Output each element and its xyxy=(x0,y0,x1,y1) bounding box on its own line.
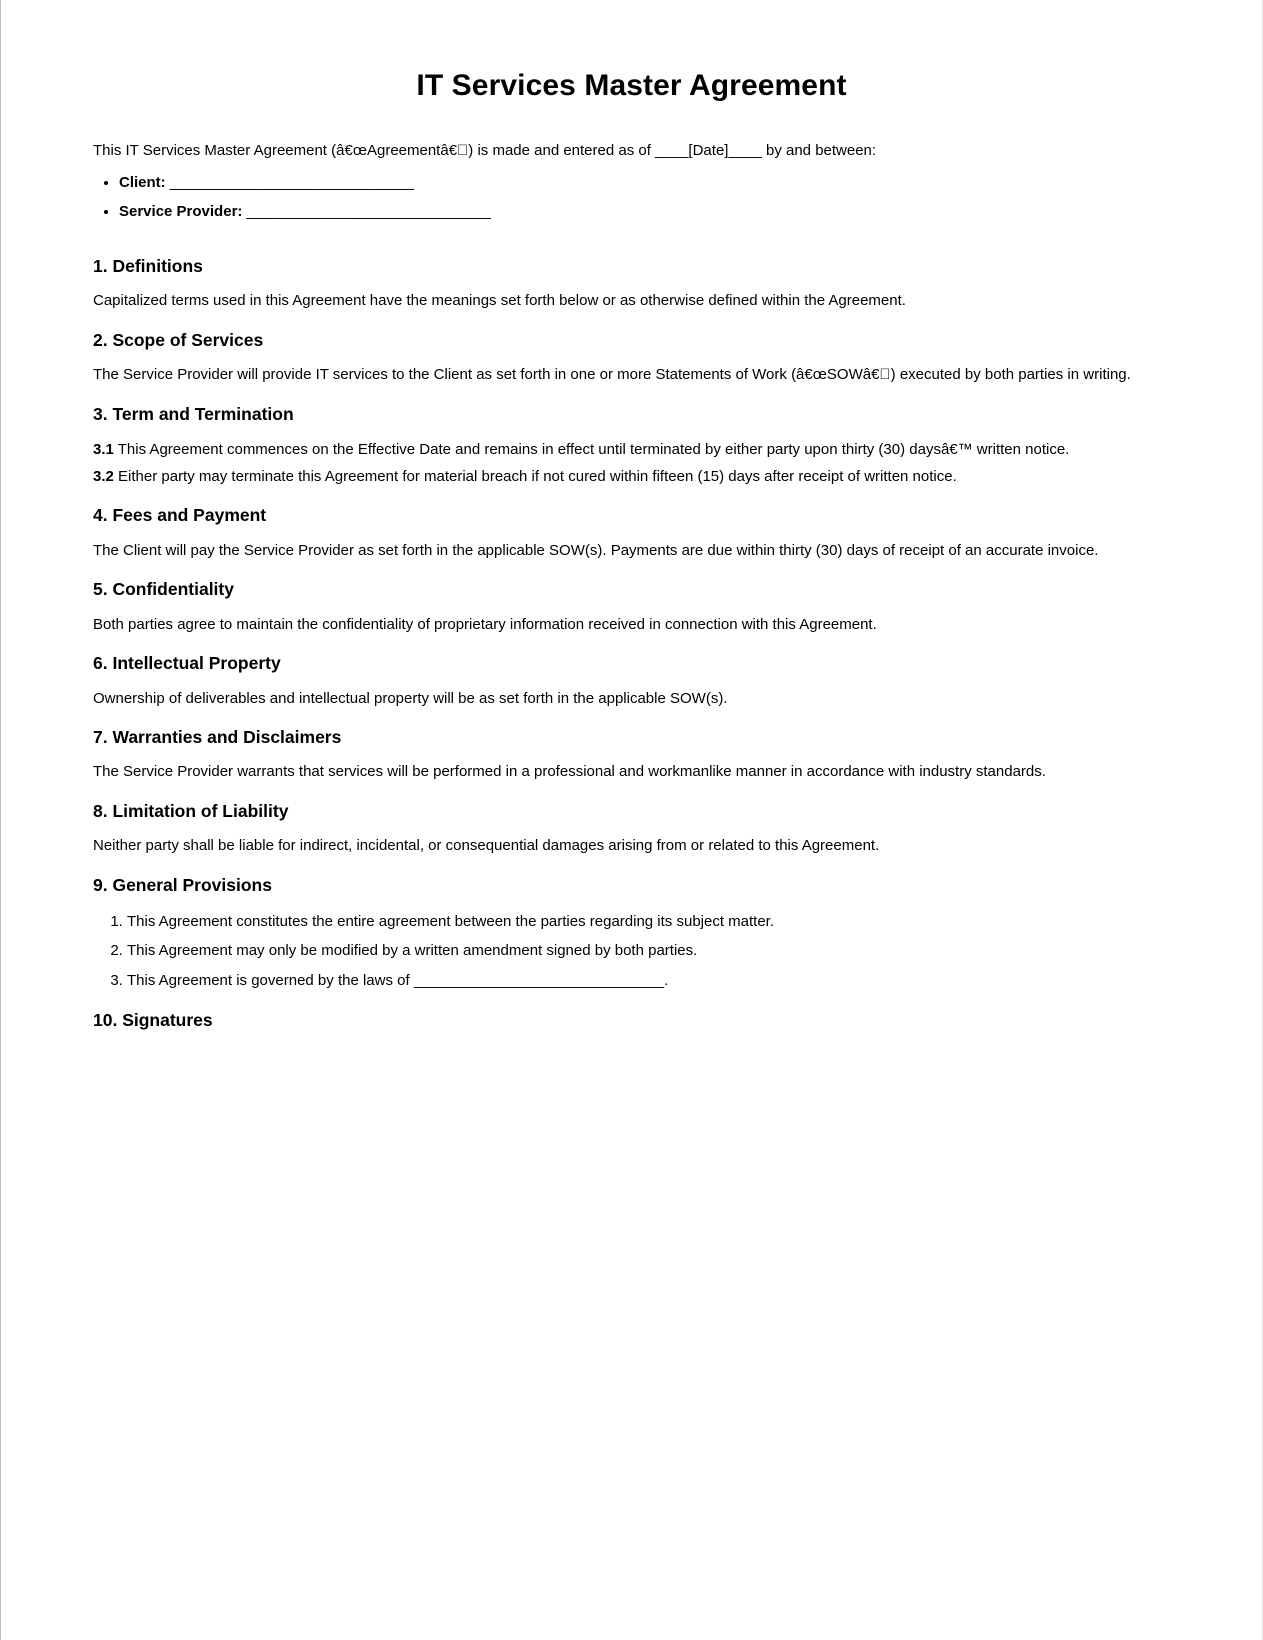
document-content xyxy=(1,0,1262,1033)
clause-3-1 xyxy=(93,436,1170,463)
list-item: 1. This Agreement constitutes the entire agreement between the parties regarding its subject matter. xyxy=(127,907,1170,936)
section-heading-4: 4. Fees and Payment xyxy=(93,505,267,526)
intro-paragraph: This IT Services Master Agreement (â€œAgreementâ€ ) is made and entered as of ____[Date]____ by and between: xyxy=(93,142,877,159)
section-body-8: Neither party shall be liable for indirect, incidental, or consequential damages arising from or related to this Agreement. xyxy=(93,837,880,855)
section-fees-and-payment xyxy=(93,504,1170,564)
section-warranties-and-disclaimers xyxy=(93,726,1170,786)
list-item-service-provider xyxy=(119,199,1170,225)
clause-number-3-2: 3.2 xyxy=(93,468,114,486)
section-body-5: Both parties agree to maintain the confidentiality of proprietary information received in connection with this Agreement. xyxy=(93,615,877,633)
section-signatures xyxy=(93,1009,1170,1033)
section-body-7: The Service Provider warrants that services will be performed in a professional and workmanlike manner in accordance with industry standards. xyxy=(93,763,1046,781)
clause-text-3-2: Either party may terminate this Agreement for material breach if not cured within fifteen (15) days after receipt of written notice. xyxy=(113,468,957,486)
section-heading-10: 10. Signatures xyxy=(93,1009,213,1030)
list-item-client xyxy=(119,170,1170,196)
section-heading-5: 5. Confidentiality xyxy=(93,579,234,599)
section-heading-3: 3. Term and Termination xyxy=(93,403,294,424)
section-heading-2: 2. Scope of Services xyxy=(93,329,264,350)
list-item: 2. This Agreement may only be modified by a written amendment signed by both parties. xyxy=(127,936,1170,965)
section-general-provisions xyxy=(93,874,1170,995)
section-body-4: The Client will pay the Service Provider as set forth in the applicable SOW(s). Payments are due within thirty (30) days of receipt of an accurate invoice. xyxy=(93,541,1099,559)
section-definitions xyxy=(93,255,1170,315)
section-heading-9: 9. General Provisions xyxy=(93,874,272,895)
section-intellectual-property xyxy=(93,652,1170,712)
section-confidentiality xyxy=(93,578,1170,638)
section-body-6: Ownership of deliverables and intellectual property will be as set forth in the applicable SOW(s). xyxy=(93,689,728,707)
section-heading-8: 8. Limitation of Liability xyxy=(93,800,289,821)
provisions-list xyxy=(93,907,1170,995)
clause-text-3-1: This Agreement commences on the Effective Date and remains in effect until terminated by either party upon thirty (30) daysâ€™ written notice. xyxy=(113,441,1070,459)
client-label: Client: xyxy=(119,174,166,192)
clause-number-3-1: 3.1 xyxy=(93,441,114,459)
section-term-and-termination xyxy=(93,403,1170,491)
client-blank-field[interactable]: ______________________________ xyxy=(165,174,414,192)
section-heading-1: 1. Definitions xyxy=(93,255,203,276)
section-body-1: Capitalized terms used in this Agreement have the meanings set forth below or as otherwise defined within the Agreement. xyxy=(93,292,906,310)
party-list xyxy=(93,170,1170,225)
clause-3-2 xyxy=(93,463,1170,490)
section-heading-6: 6. Intellectual Property xyxy=(93,652,281,673)
section-body-2: The Service Provider will provide IT services to the Client as set forth in one or more Statements of Work (â€œSOWâ€ ) executed by both parties in writing. xyxy=(93,366,1131,384)
service-provider-blank-field[interactable]: ______________________________ xyxy=(242,202,491,220)
section-heading-7: 7. Warranties and Disclaimers xyxy=(93,726,342,747)
page-title: IT Services Master Agreement xyxy=(416,69,847,102)
section-limitation-of-liability xyxy=(93,800,1170,860)
section-scope-of-services xyxy=(93,329,1170,389)
service-provider-label: Service Provider: xyxy=(119,202,243,220)
list-item[interactable]: 3. This Agreement is governed by the laws of ______________________________. xyxy=(127,966,1170,995)
